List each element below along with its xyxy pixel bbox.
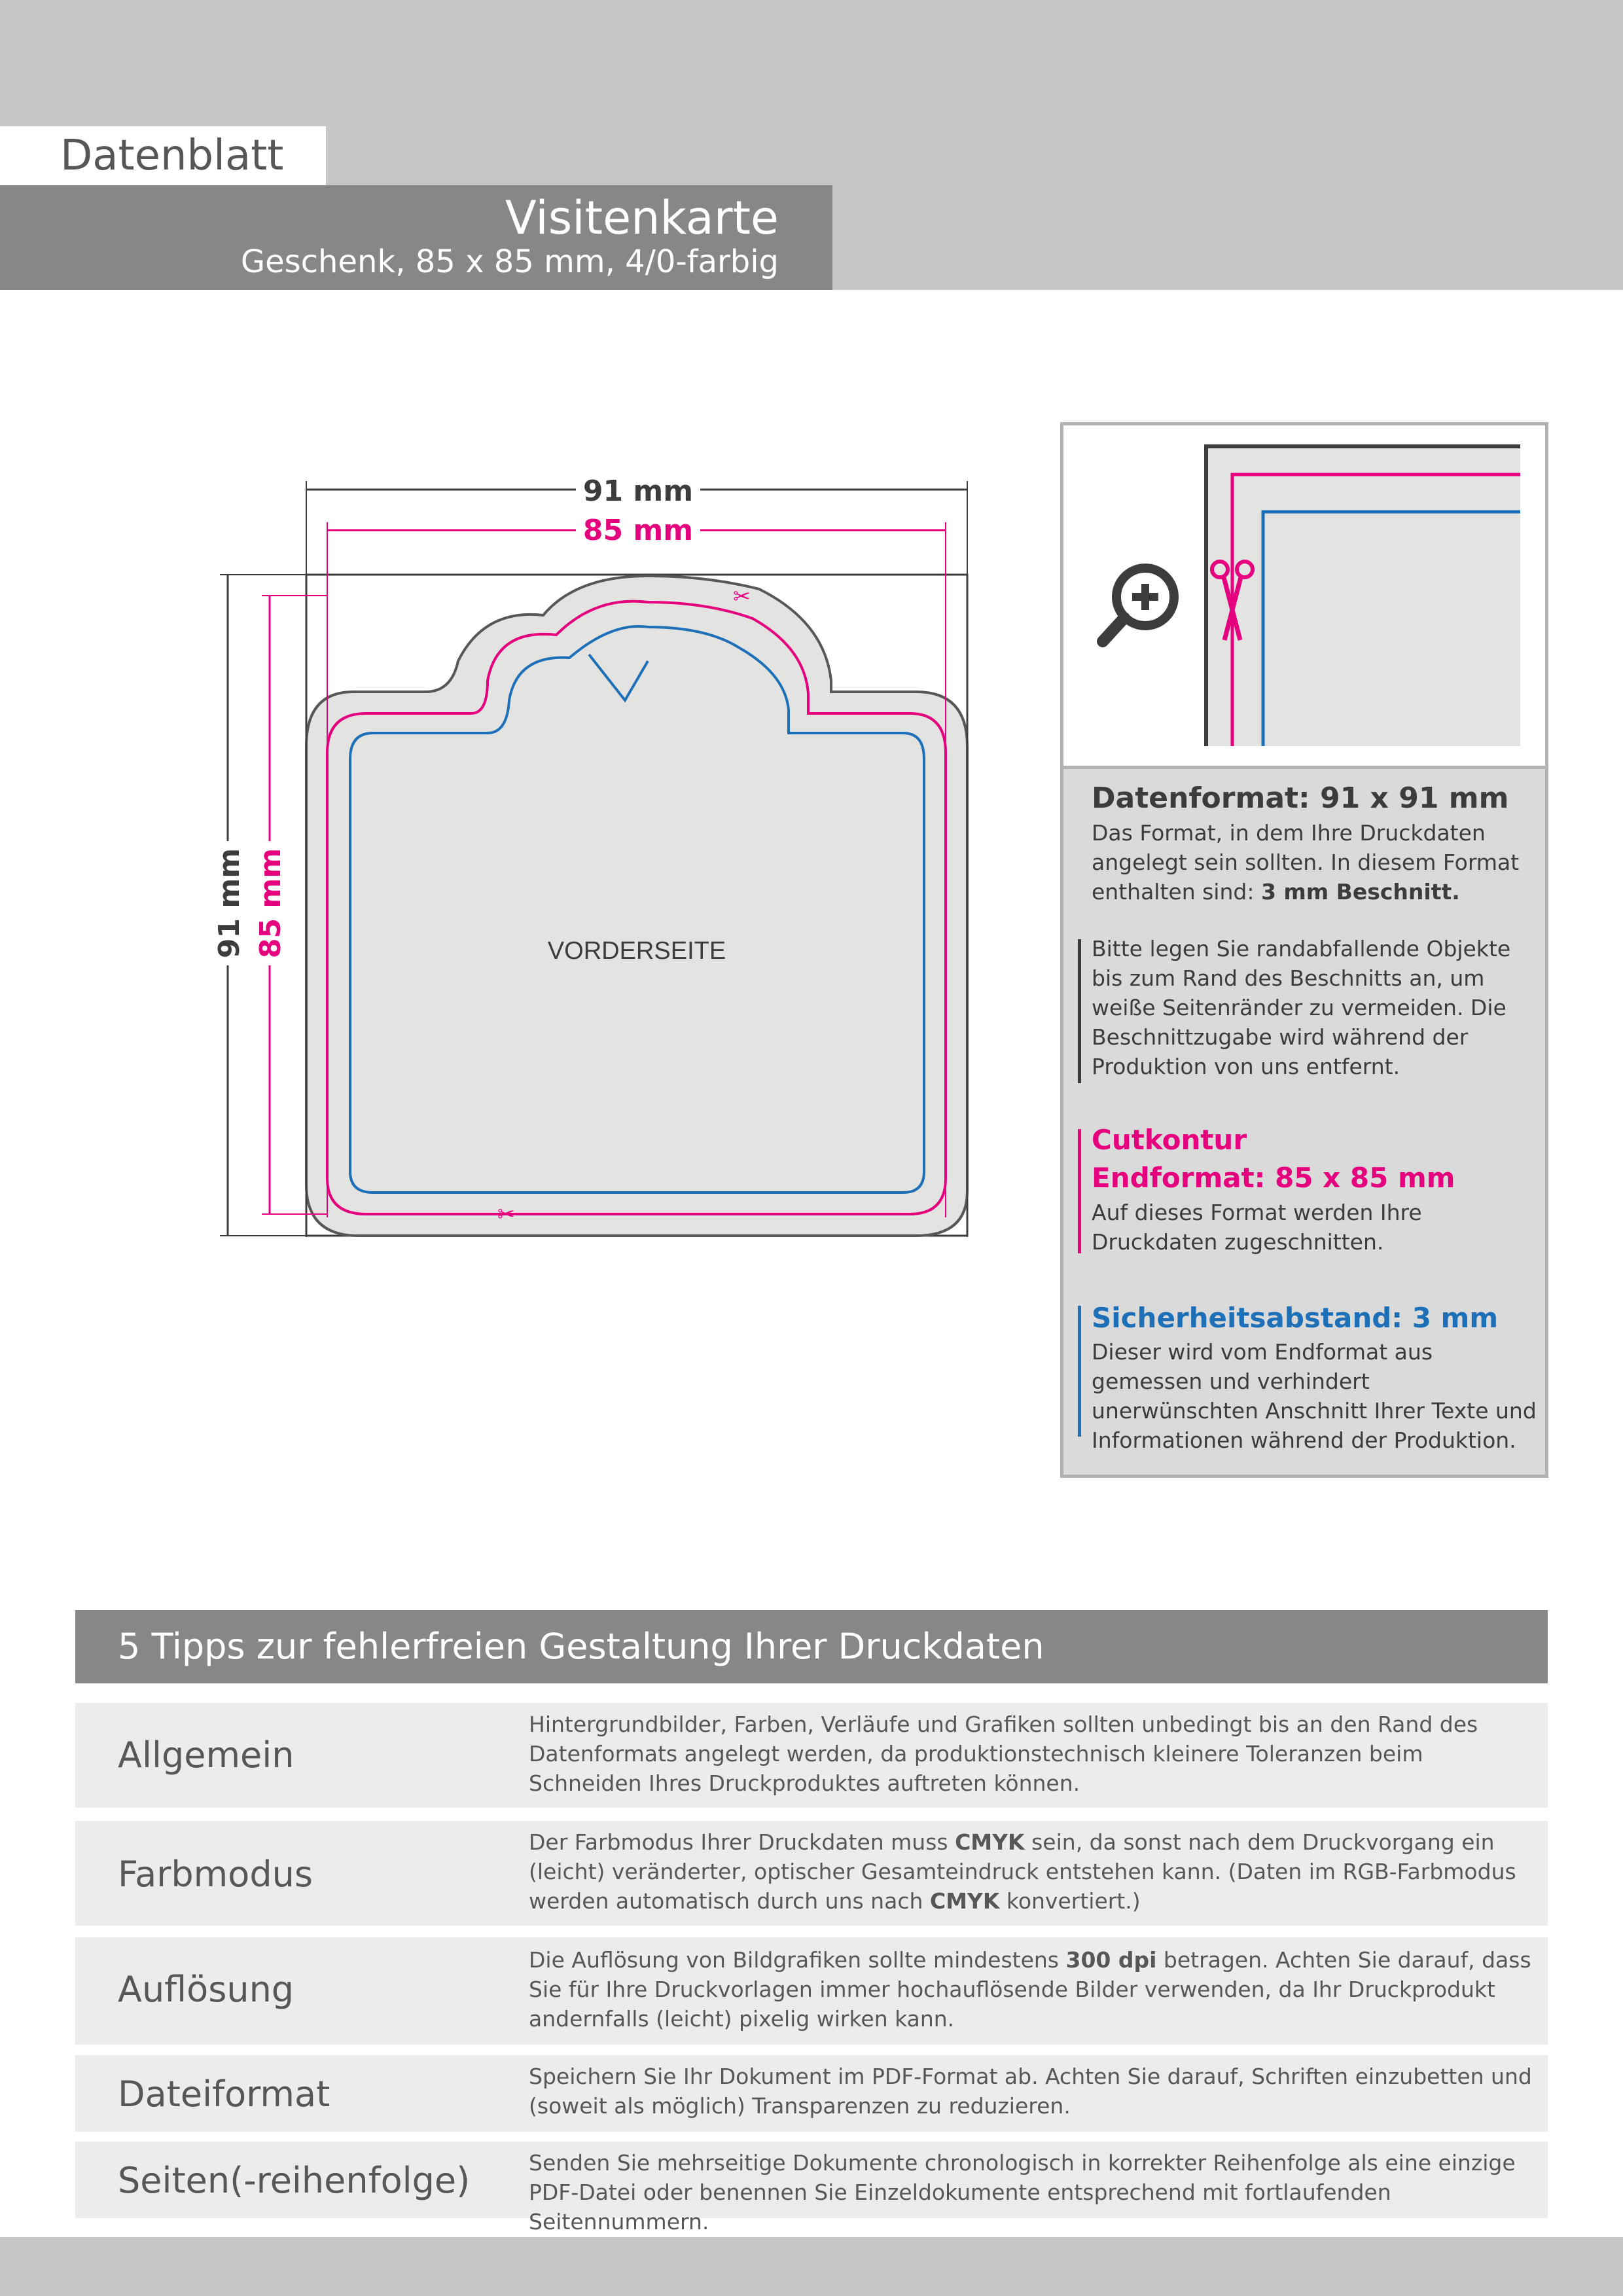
- tip-text: Die Auflösung von Bildgrafiken sollte mindestens 300 dpi betragen. Achten Sie darauf, dass Sie für Ihre Druckvorlagen immer hochauflösende Bilder verwenden, da Ihr Druckprodukt andernfalls (leicht) pixelig wirken kann.: [529, 1947, 1531, 2032]
- info-panel: [1060, 769, 1548, 1478]
- bleed-text: Bitte legen Sie randabfallende Objekte bis zum Rand des Beschnitts an, um weiße Seitenränder zu vermeiden. Die Beschnittzugabe wird während der Produktion von uns entfernt.: [1092, 936, 1511, 1079]
- outer-width-label: 91 mm: [582, 475, 694, 508]
- tip-text: Hintergrundbilder, Farben, Verläufe und Grafiken sollten unbedingt bis an den Rand des Datenformats angelegt werden, da produktionstechnisch kleinere Toleranzen beim Schneiden Ihres Druckproduktes auftreten können.: [529, 1712, 1478, 1796]
- tip-row-farbmodus: [75, 1821, 1548, 1926]
- tip-label: Farbmodus: [118, 1854, 313, 1895]
- safety-text: Dieser wird vom Endformat aus gemessen und verhindert unerwünschten Anschnitt Ihrer Texte und Informationen während der Produktion.: [1092, 1339, 1537, 1453]
- safety-heading: Sicherheitsabstand: 3 mm: [1092, 1302, 1499, 1334]
- scissors-icon-bottom: ✂: [497, 1202, 515, 1227]
- tip-row-seiten: [75, 2142, 1548, 2234]
- inner-height-label: 85 mm: [254, 848, 287, 959]
- tip-row-dateiformat: [75, 2055, 1548, 2132]
- tip-text: Senden Sie mehrseitige Dokumente chronologisch in korrekter Reihenfolge als eine einzige PDF-Datei oder benennen Sie Einzeldokumente entsprechend mit fortlaufenden Seitennummern.: [529, 2150, 1516, 2234]
- side-label: VORDERSEITE: [547, 937, 726, 965]
- cut-text: Auf dieses Format werden Ihre Druckdaten zugeschnitten.: [1092, 1200, 1422, 1255]
- tip-text: Speichern Sie Ihr Dokument im PDF-Format ab. Achten Sie darauf, Schriften einzubetten und (soweit als möglich) Transparenzen zu reduzieren.: [529, 2064, 1532, 2119]
- tip-label: Dateiformat: [118, 2073, 330, 2115]
- tip-row-aufloesung: [75, 1937, 1548, 2045]
- zoom-detail-box: [1060, 422, 1548, 769]
- cut-heading-1: Cutkontur: [1092, 1124, 1247, 1156]
- tip-label: Allgemein: [118, 1734, 294, 1776]
- safety-bar: [1078, 1306, 1081, 1437]
- tip-row-allgemein: [75, 1703, 1548, 1808]
- data-format-heading: Datenformat: 91 x 91 mm: [1092, 781, 1509, 815]
- tip-label: Seiten(-reihenfolge): [118, 2160, 471, 2201]
- outer-height-label: 91 mm: [213, 848, 246, 959]
- format-diagram: [196, 458, 995, 1283]
- tip-text: Der Farbmodus Ihrer Druckdaten muss CMYK sein, da sonst nach dem Druckvorgang ein (leicht) veränderter, optischer Gesamteindruck entstehen kann. (Daten im RGB-Farbmodus werden automatisch durch uns nach CMYK konvertiert.): [529, 1829, 1516, 1914]
- tip-label: Auflösung: [118, 1969, 294, 2010]
- cut-bar: [1078, 1129, 1081, 1253]
- product-title: Visitenkarte: [505, 191, 779, 245]
- tips-title: 5 Tipps zur fehlerfreien Gestaltung Ihrer Druckdaten: [118, 1626, 1044, 1667]
- scissors-icon-top: ✂: [733, 584, 751, 609]
- doc-type-label: Datenblatt: [60, 132, 284, 180]
- card-shape: [306, 576, 967, 1236]
- inner-width-label: 85 mm: [582, 514, 694, 547]
- bleed-bar: [1078, 939, 1081, 1083]
- data-format-text: Das Format, in dem Ihre Druckdaten angelegt sein sollten. In diesem Format enthalten sind: 3 mm Beschnitt.: [1092, 820, 1520, 905]
- footer-band: [0, 2237, 1623, 2296]
- cut-heading-2: Endformat: 85 x 85 mm: [1092, 1162, 1455, 1194]
- zoom-detail-graphic: [1063, 425, 1545, 766]
- product-subtitle: Geschenk, 85 x 85 mm, 4/0-farbig: [240, 243, 779, 280]
- magnifier-icon: [1103, 568, 1174, 641]
